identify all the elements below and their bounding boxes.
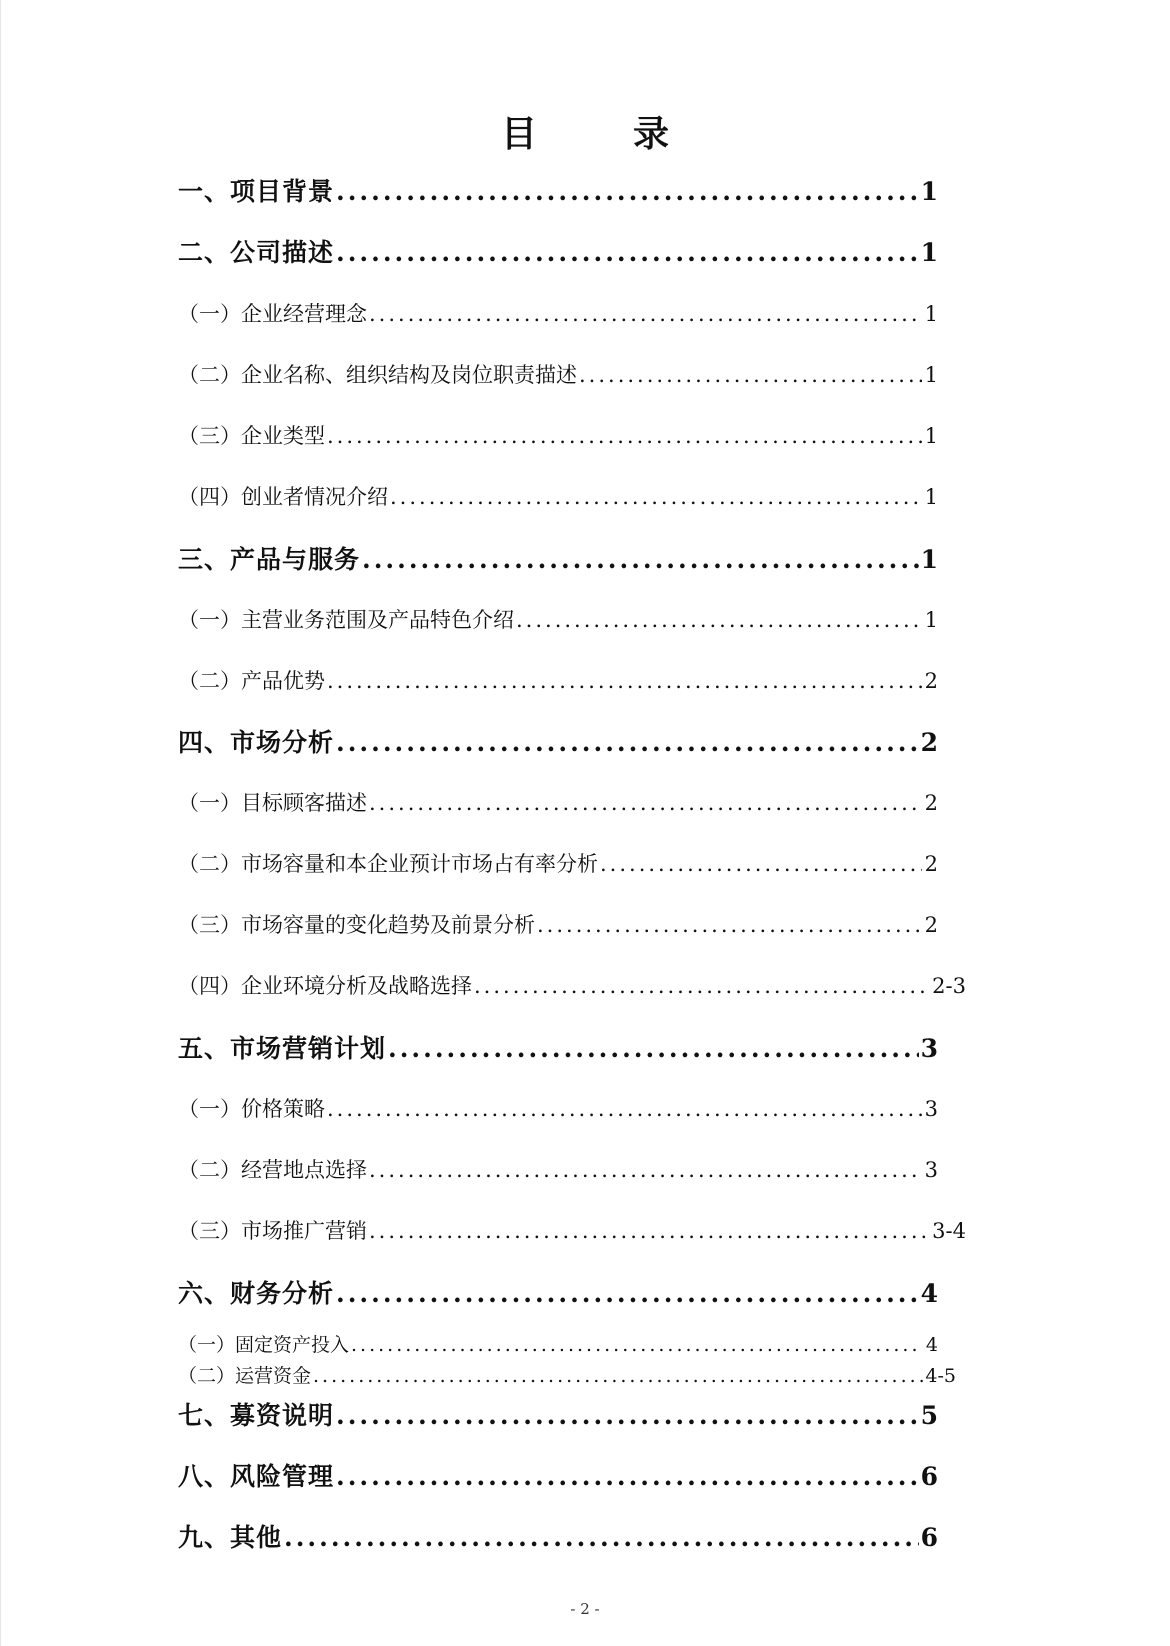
dot-leader: [336, 1279, 919, 1308]
toc-entry-fundraising[interactable]: [178, 1396, 938, 1432]
toc-entry-label: （四）创业者情况介绍: [178, 485, 388, 509]
dot-leader: [327, 1097, 922, 1121]
page-number-footer: - 2 -: [570, 1600, 600, 1618]
dot-leader: [390, 485, 922, 509]
toc-entry-label: 五、市场营销计划: [178, 1034, 387, 1063]
toc-entry-founders[interactable]: [178, 481, 938, 511]
toc-entry-products[interactable]: [178, 540, 938, 576]
dot-leader: [369, 791, 922, 815]
toc-entry-fixed-assets[interactable]: [178, 1330, 938, 1357]
toc-entry-label: （二）市场容量和本企业预计市场占有率分析: [178, 852, 598, 876]
toc-entry-page: 1: [924, 485, 938, 509]
toc-entry-page: 2: [924, 852, 938, 876]
toc-entry-label: （二）经营地点选择: [178, 1158, 367, 1182]
toc-entry-label: 四、市场分析: [178, 728, 335, 757]
dot-leader: [313, 1365, 923, 1387]
toc-entry-label: （一）价格策略: [178, 1097, 325, 1121]
toc-entry-page: 1: [924, 302, 938, 326]
toc-title: 目 录: [500, 113, 699, 155]
dot-leader: [336, 728, 919, 757]
toc-entry-environment-strategy[interactable]: [178, 970, 966, 1000]
toc-entry-other[interactable]: [178, 1518, 938, 1554]
toc-entry-page: 2: [924, 913, 938, 937]
dot-leader: [327, 669, 922, 693]
toc-entry-page: 4: [920, 1279, 938, 1308]
toc-entry-page: 1: [920, 545, 938, 574]
toc-entry-label: （三）企业类型: [178, 424, 325, 448]
toc-entry-label: （二）企业名称、组织结构及岗位职责描述: [178, 363, 577, 387]
dot-leader: [284, 1523, 919, 1552]
toc-entry-label: 九、其他: [178, 1523, 283, 1552]
toc-entry-label: （三）市场容量的变化趋势及前景分析: [178, 913, 535, 937]
dot-leader: [369, 1158, 922, 1182]
toc-entry-page: 2: [920, 728, 938, 757]
dot-leader: [336, 1462, 919, 1491]
toc-entry-page: 2: [924, 669, 938, 693]
toc-entry-label: 二、公司描述: [178, 238, 335, 267]
toc-entry-label: （一）主营业务范围及产品特色介绍: [178, 608, 514, 632]
toc-entry-business-scope[interactable]: [178, 604, 938, 634]
toc-entry-market-capacity[interactable]: [178, 848, 938, 878]
toc-entry-page: 1: [924, 363, 938, 387]
toc-entry-page: 1: [920, 238, 938, 267]
toc-entry-label: 七、募资说明: [178, 1401, 335, 1430]
dot-leader: [362, 545, 919, 574]
toc-entry-risk[interactable]: [178, 1457, 938, 1493]
toc-entry-label: （一）目标顾客描述: [178, 791, 367, 815]
toc-entry-label: （二）产品优势: [178, 669, 325, 693]
toc-entry-advantages[interactable]: [178, 665, 938, 695]
toc-entry-page: 6: [920, 1462, 938, 1491]
toc-entry-page: 4: [925, 1334, 938, 1356]
toc-entry-working-capital[interactable]: [178, 1361, 956, 1388]
toc-entry-page: 1: [924, 608, 938, 632]
toc-entry-page: 3: [920, 1034, 938, 1063]
toc-entry-page: 3: [924, 1097, 938, 1121]
toc-entry-pricing[interactable]: [178, 1093, 938, 1123]
dot-leader: [600, 852, 922, 876]
dot-leader: [336, 1401, 919, 1430]
toc-entry-label: 三、产品与服务: [178, 545, 361, 574]
dot-leader: [579, 363, 922, 387]
toc-entry-page: 3: [924, 1158, 938, 1182]
dot-leader: [336, 177, 919, 206]
toc-entry-organization[interactable]: [178, 359, 938, 389]
toc-entry-label: 六、财务分析: [178, 1279, 335, 1308]
toc-entry-label: （二）运营资金: [178, 1365, 312, 1387]
toc-entry-location[interactable]: [178, 1154, 938, 1184]
dot-leader: [369, 302, 922, 326]
toc-entry-label: （三）市场推广营销: [178, 1219, 367, 1243]
toc-entry-target-customers[interactable]: [178, 787, 938, 817]
toc-entry-company[interactable]: [178, 233, 938, 269]
toc-entry-label: （四）企业环境分析及战略选择: [178, 974, 472, 998]
toc-entry-financial[interactable]: [178, 1274, 938, 1310]
dot-leader: [537, 913, 922, 937]
toc-entry-page: 4-5: [925, 1365, 956, 1387]
toc-entry-market-trends[interactable]: [178, 909, 938, 939]
dot-leader: [474, 974, 930, 998]
toc-entry-label: 一、项目背景: [178, 177, 335, 206]
toc-entry-company-type[interactable]: [178, 420, 938, 450]
toc-entry-promotion[interactable]: [178, 1215, 966, 1245]
dot-leader: [327, 424, 922, 448]
toc-entry-marketing-plan[interactable]: [178, 1029, 938, 1065]
toc-entry-label: （一）企业经营理念: [178, 302, 367, 326]
toc-entry-philosophy[interactable]: [178, 298, 938, 328]
toc-entry-label: 八、风险管理: [178, 1462, 335, 1491]
toc-entry-page: 2-3: [932, 974, 966, 998]
toc-entry-page: 3-4: [932, 1219, 966, 1243]
toc-entry-page: 5: [920, 1401, 938, 1430]
dot-leader: [388, 1034, 919, 1063]
dot-leader: [351, 1334, 922, 1356]
toc-entry-label: （一）固定资产投入: [178, 1334, 350, 1356]
toc-entry-page: 2: [924, 791, 938, 815]
toc-entry-page: 1: [920, 177, 938, 206]
dot-leader: [336, 238, 919, 267]
dot-leader: [516, 608, 922, 632]
toc-entry-page: 1: [924, 424, 938, 448]
toc-entry-market-analysis[interactable]: [178, 723, 938, 759]
toc-entry-page: 6: [920, 1523, 938, 1552]
dot-leader: [369, 1219, 930, 1243]
toc-entry-background[interactable]: [178, 172, 938, 208]
